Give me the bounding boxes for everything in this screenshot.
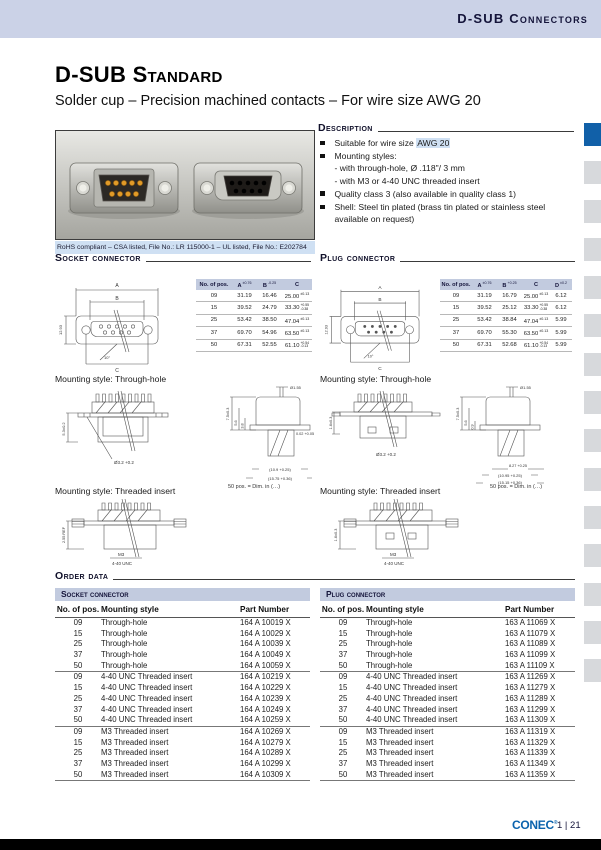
order-table-row: 50 Through-hole 164 A 10059 X [55,661,310,672]
header-bar [0,0,601,38]
chapter-tab-index [584,123,601,697]
svg-text:Ø1.55: Ø1.55 [290,385,301,390]
part-number: 164 A 10279 X [240,737,291,747]
svg-text:2.55 REF: 2.55 REF [62,526,66,544]
svg-text:8.27 +0.25: 8.27 +0.25 [508,464,528,468]
svg-text:(15.75 +0.36): (15.75 +0.36) [268,476,292,481]
svg-text:1.6±0.3: 1.6±0.3 [334,528,338,542]
part-number: 163 A 11099 X [505,650,556,660]
bullet-square-icon [320,141,325,146]
svg-text:3.8: 3.8 [240,423,245,429]
svg-text:(15.15 +0.36): (15.15 +0.36) [498,480,522,485]
order-table-row: 50 M3 Threaded insert 164 A 10309 X [55,770,310,781]
order-table-row: 09 Through-hole 164 A 10019 X [55,618,310,629]
svg-text:10°: 10° [367,354,374,359]
part-number: 163 A 11079 X [505,628,556,638]
mounting-sub-2: - with M3 or 4-40 UNC threaded insert [334,175,480,186]
part-number: 164 A 10249 X [240,704,291,714]
order-table-row: 25 M3 Threaded insert 163 A 11339 X [320,748,575,759]
heading-rule [146,261,311,262]
order-table-row: 15 Through-hole 163 A 11079 X [320,629,575,640]
part-number: 164 A 10039 X [240,639,291,649]
svg-text:A: A [115,283,119,289]
side-tab [584,200,601,223]
part-number: 164 A 10259 X [240,715,291,725]
part-number: 164 A 10299 X [240,758,291,768]
part-number: 163 A 11309 X [505,715,556,725]
svg-text:M3: M3 [390,552,397,557]
order-table-row: 37 M3 Threaded insert 163 A 11349 X [320,759,575,770]
order-table-row: 50 Through-hole 163 A 11109 X [320,661,575,672]
dim-table-row: 09 31.19 16.46 $25.00^{\pm 0.13}$ [196,290,312,302]
order-table-columns: No. of pos. Mounting style Part Number [320,601,575,618]
side-tab [584,391,601,414]
plug-threaded-label: Mounting style: Threaded insert [320,486,441,496]
bullet-square-icon [320,154,325,159]
order-table-title: Plug connector [320,588,575,601]
order-data-heading: Order data [55,570,575,582]
side-tab [584,468,601,491]
order-table-row: 25 Through-hole 163 A 11089 X [320,639,575,650]
svg-text:(10.95 +0.25): (10.95 +0.25) [498,473,522,478]
order-table-row: 37 4-40 UNC Threaded insert 164 A 10249 X [55,705,310,716]
part-number: 164 A 10029 X [240,628,291,638]
part-number: 164 A 10309 X [240,769,291,779]
order-table-row: 25 4-40 UNC Threaded insert 164 A 10239 X [55,694,310,705]
dim-table-row: 50 67.31 52.68 61.10 +0.54 -0.13 5.99 [440,340,572,352]
dim-table-row: 25 53.42 38.84 $47.04^{\pm 0.13}$ 5.99 [440,315,572,327]
dim-table-row: 15 39.52 24.79 33.30 +0.55 -0.38 [196,302,312,314]
order-table-row: 09 Through-hole 163 A 11069 X [320,618,575,629]
order-table-row: 15 M3 Threaded insert 163 A 11329 X [320,738,575,749]
bullet-shell: Shell: Steel tin plated (brass tin plated or stainless steel available on request) [318,201,574,225]
dim-table-row: 09 31.19 16.79 $25.00^{\pm 0.13}$ 6.12 [440,290,572,302]
socket-threaded-insert-drawing [56,499,206,569]
part-number: 163 A 11089 X [505,639,556,649]
part-number: 164 A 10229 X [240,683,291,693]
conec-logo: CONEC® [512,818,558,832]
page-subtitle: Solder cup – Precision machined contacts – For wire size AWG 20 [55,93,481,109]
plug-front-view-drawing [320,276,440,374]
side-tab [584,544,601,567]
socket-dimension-table [196,279,312,352]
dim-table-row: 37 69.70 54.96 $63.50^{\pm 0.13}$ [196,327,312,339]
order-table-socket [55,588,310,781]
svg-text:1.6±0.3: 1.6±0.3 [329,416,333,430]
side-tab [584,583,601,606]
order-table-row: 15 4-40 UNC Threaded insert 164 A 10229 X [55,683,310,694]
svg-text:7.5±0.3: 7.5±0.3 [456,407,460,421]
side-tab [584,161,601,184]
svg-text:0.02 +0.05: 0.02 +0.05 [296,432,314,436]
dim-table-row: 15 39.52 25.12 33.30 +0.55 -0.38 6.12 [440,302,572,314]
dim-table-row: 50 67.31 52.55 61.10 +0.54 -0.13 [196,340,312,352]
description-heading: Description [318,122,574,134]
part-number: 163 A 11299 X [505,704,556,714]
svg-text:B: B [378,298,382,304]
socket-front-view-drawing [54,276,180,374]
order-table-row: 50 4-40 UNC Threaded insert 164 A 10259 X [55,715,310,726]
svg-text:10°: 10° [104,355,111,360]
svg-text:A: A [378,285,382,291]
svg-text:C: C [378,366,382,372]
order-table-row: 37 4-40 UNC Threaded insert 163 A 11299 X [320,705,575,716]
connector-photo-illustration [56,131,314,239]
order-table-row: 37 Through-hole 163 A 11099 X [320,650,575,661]
part-number: 163 A 11349 X [505,758,556,768]
side-tab [584,621,601,644]
bullet-mounting-styles: Mounting styles: - with through-hole, Ø .118"/ 3 mm - with M3 or 4-40 UNC threaded insert [318,150,574,187]
order-table-row: 25 Through-hole 164 A 10039 X [55,639,310,650]
side-tab [584,238,601,261]
header-category-label: D-SUB Connectors [457,11,588,26]
part-number: 163 A 11319 X [505,726,556,736]
side-tab [584,276,601,299]
svg-text:12.93: 12.93 [324,325,329,335]
part-number: 163 A 11279 X [505,683,556,693]
svg-text:C: C [115,368,119,374]
order-table-row: 15 M3 Threaded insert 164 A 10279 X [55,738,310,749]
svg-text:Ø1.55: Ø1.55 [520,385,531,390]
page-number: 1 | 21 [557,820,581,831]
part-number: 164 A 10269 X [240,726,291,736]
bullet-wire-size: Suitable for wire size AWG 20 [318,137,574,149]
part-number: 164 A 10239 X [240,693,291,703]
order-table-row: 15 4-40 UNC Threaded insert 163 A 11279 X [320,683,575,694]
side-tab [584,659,601,682]
part-number: 163 A 11269 X [505,672,556,682]
awg-highlight: AWG 20 [417,138,450,148]
rohs-compliance-note: RoHS compliant – CSA listed, File No.: LR 115000-1 – UL listed, File No.: E202784 [55,241,315,254]
dim-table-header: No. of pos. $A^{\pm 0.76}$ $B^{-0.25}$ C [196,279,312,290]
female-connector-image [194,163,302,213]
description-list [318,137,574,226]
order-table-row: 15 Through-hole 164 A 10029 X [55,629,310,640]
part-number: 164 A 10219 X [240,672,291,682]
svg-text:5.3±0.2: 5.3±0.2 [61,422,66,436]
order-table-row: 37 Through-hole 164 A 10049 X [55,650,310,661]
plug-through-hole-label: Mounting style: Through-hole [320,374,432,384]
heading-rule [378,131,574,132]
socket-50pos-drawing [222,381,314,485]
socket-threaded-label: Mounting style: Threaded insert [55,486,176,496]
side-tab [584,429,601,452]
order-table-columns: No. of pos. Mounting style Part Number [55,601,310,618]
order-table-title: Socket connector [55,588,310,601]
order-table-row: 50 4-40 UNC Threaded insert 163 A 11309 X [320,715,575,726]
svg-text:B: B [115,296,119,302]
order-table-row: 09 M3 Threaded insert 164 A 10269 X [55,726,310,738]
plug-50pos-note: 50 pos. = Dim. in (…) [490,484,543,490]
socket-through-hole-drawing [56,389,191,471]
part-number: 164 A 10049 X [240,650,291,660]
socket-through-hole-label: Mounting style: Through-hole [55,374,167,384]
order-table-row: 37 M3 Threaded insert 164 A 10299 X [55,759,310,770]
order-table-row: 09 4-40 UNC Threaded insert 164 A 10219 X [55,671,310,683]
footer-bar [0,839,601,850]
side-tab [584,353,601,376]
svg-text:M3: M3 [118,552,125,557]
svg-text:Ø3.2 +0.2: Ø3.2 +0.2 [376,452,396,457]
heading-rule [400,261,575,262]
part-number: 163 A 11069 X [505,618,556,627]
part-number: 163 A 11339 X [505,748,556,758]
plug-through-hole-drawing [328,389,443,461]
svg-text:Ø3.2 +0.2: Ø3.2 +0.2 [114,460,134,465]
heading-rule [113,579,575,580]
dim-table-row: 37 69.70 55.30 $63.50^{\pm 0.13}$ 5.99 [440,327,572,339]
order-table-plug [320,588,575,781]
order-table-row: 50 M3 Threaded insert 163 A 11359 X [320,770,575,781]
svg-text:(10.9 +0.25): (10.9 +0.25) [269,467,291,472]
plug-section-heading: Plug connector [320,252,575,264]
svg-text:7.5±0.3: 7.5±0.3 [226,407,230,421]
order-table-row: 09 M3 Threaded insert 163 A 11319 X [320,726,575,738]
bullet-square-icon [320,191,325,196]
dim-table-row: 25 53.42 38.50 $47.04^{\pm 0.13}$ [196,315,312,327]
product-photo [55,130,315,240]
order-table-row: 25 4-40 UNC Threaded insert 163 A 11289 X [320,694,575,705]
svg-text:4-40 UNC: 4-40 UNC [384,561,405,566]
plug-threaded-insert-drawing [328,499,478,569]
socket-50pos-note: 50 pos. = Dim. in (…) [228,484,281,490]
part-number: 163 A 11289 X [505,693,556,703]
socket-section-heading: Socket connector [55,252,311,264]
part-number: 163 A 11329 X [505,737,556,747]
svg-text:5.6: 5.6 [234,420,238,426]
part-number: 164 A 10019 X [240,618,291,627]
dim-table-header: No. of pos. $A^{\pm 0.76}$ $B^{+0.25}$ C $D^{\pm 0.2}$ [440,279,572,290]
svg-text:5.6: 5.6 [464,420,468,426]
plug-50pos-drawing [448,381,548,485]
plug-dimension-table [440,279,572,352]
mounting-sub-1: - with through-hole, Ø .118"/ 3 mm [334,163,465,174]
order-table-row: 25 M3 Threaded insert 164 A 10289 X [55,748,310,759]
part-number: 164 A 10059 X [240,660,291,670]
side-tab-active [584,123,601,146]
bullet-square-icon [320,205,325,210]
part-number: 163 A 11109 X [505,660,555,670]
side-tab [584,314,601,337]
svg-text:0.9: 0.9 [470,424,475,430]
svg-text:4-40 UNC: 4-40 UNC [112,561,133,566]
page-title: D-SUB Standard [55,62,223,87]
svg-text:12.93: 12.93 [58,324,63,336]
part-number: 164 A 10289 X [240,748,291,758]
order-table-row: 09 4-40 UNC Threaded insert 163 A 11269 X [320,671,575,683]
part-number: 163 A 11359 X [505,769,556,779]
male-connector-image [70,163,178,213]
bullet-quality-class: Quality class 3 (also available in quality class 1) [318,188,574,200]
side-tab [584,506,601,529]
